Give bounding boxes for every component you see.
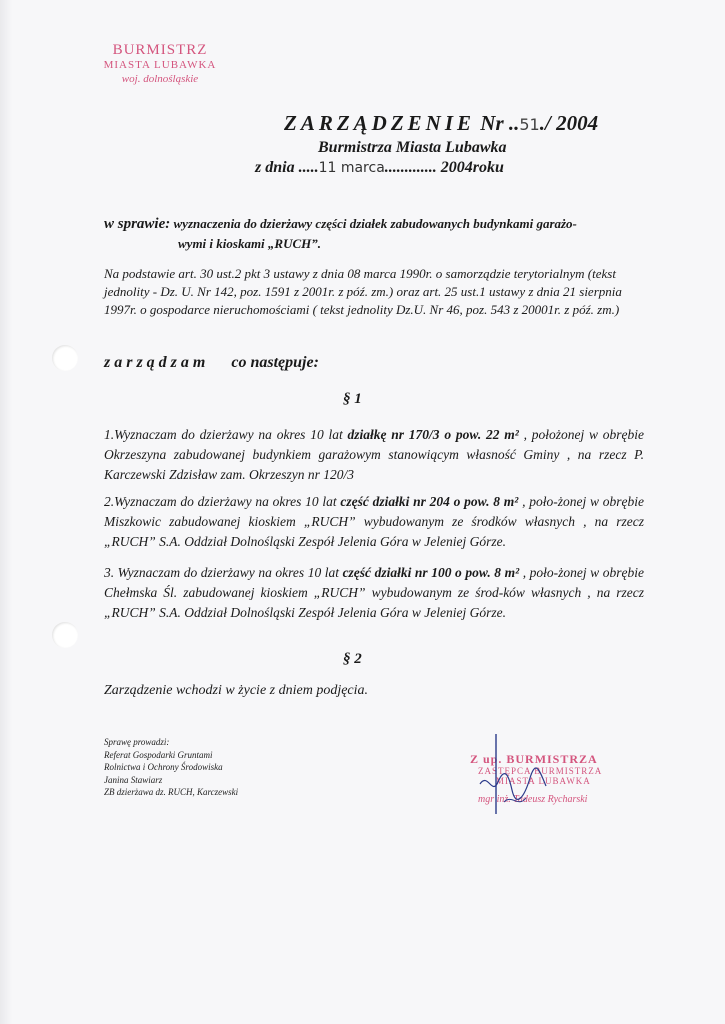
title-nr: Nr ..	[480, 111, 520, 135]
legal-basis: Na podstawie art. 30 ust.2 pkt 3 ustawy z dnia 08 marca 1990r. o samorządzie terytorialnym (tekst jednolity - Dz. U. Nr 142, poz. 1591 z 2001r. z póź. zm.) oraz art. 25 ust.1 ustawy z dnia 21 sierpnia 1997r. o gospodarce nieruchomościami ( tekst jednolity Dz.U. Nr 46, poz. 543 z 20001r. z póź. zm.)	[104, 266, 622, 317]
item-text: 1.Wyznaczam do dzierżawy na okres 10 lat	[104, 427, 348, 442]
footer-line: ZB dzierżawa dz. RUCH, Karczewski	[104, 787, 239, 797]
item-text: , poło-żonej w obrębie Chełmska Śl. zabudowanej kioskiem „RUCH” wybudowanym ze środ-ków własnych , na rzecz „RUCH” S.A. Oddział Dolnośląski Zespół Jelenia Góra w Jeleniej Górze.	[104, 565, 644, 620]
document-title	[284, 111, 598, 136]
footer-line: Janina Stawiarz	[104, 774, 163, 785]
footer-line: Referat Gospodarki Gruntami	[104, 749, 213, 760]
stamp-line: MIASTA LUBAWKA	[496, 776, 591, 786]
paper-edge	[0, 0, 12, 1024]
subject-label: w sprawie:	[104, 216, 171, 232]
handwritten-date: 11 marca	[318, 160, 385, 176]
order-line	[104, 354, 319, 372]
stamp-line: BURMISTRZ	[112, 42, 208, 58]
office-stamp	[80, 42, 240, 87]
stamp-line: Z up. BURMISTRZA	[470, 752, 598, 766]
title-year: ./ 2004	[539, 111, 599, 135]
subject-text: wymi i kioskami „RUCH”.	[178, 236, 322, 251]
item-text: , położonej w obrębie Okrzeszyna zabudowanej budynkiem garażowym stanowiącym własność Gminy , na rzecz P. Karczewski Zdzisław zam. Okrzeszyn nr 120/3	[104, 427, 644, 482]
closing-statement: Zarządzenie wchodzi w życie z dniem podjęcia.	[104, 683, 369, 698]
section-item	[104, 425, 644, 485]
handwritten-signature	[474, 732, 584, 822]
stamp-line: ZASTĘPCA BURMISTRZA	[478, 766, 603, 776]
stamp-line: mgr inż. Tadeusz Rycharski	[478, 794, 588, 805]
item-text: , poło-żonej w obrębie Miszkowic zabudowanej kioskiem „RUCH” wybudowanym ze środków własnych , na rzecz „RUCH” S.A. Oddział Dolnośląski Zespół Jelenia Góra w Jeleniej Górze.	[104, 494, 644, 549]
section-item	[104, 492, 644, 552]
footer-line: Sprawę prowadzi:	[104, 737, 170, 747]
order-word: zarządzam	[104, 354, 210, 371]
item-text: 2.Wyznaczam do dzierżawy na okres 10 lat	[104, 494, 341, 509]
subject	[104, 214, 664, 253]
date-line	[255, 159, 504, 177]
item-emphasis: działkę nr 170/3 o pow. 22 m²	[347, 427, 519, 442]
section-heading: § 2	[343, 651, 362, 667]
stamp-line: MIASTA LUBAWKA	[103, 59, 217, 71]
title-word: ZARZĄDZENIE	[284, 111, 476, 135]
date-prefix: z dnia .....	[255, 159, 319, 176]
order-rest: co następuje:	[231, 354, 319, 371]
handwritten-number: 51	[519, 115, 540, 134]
subject-text: wyznaczenia do dzierżawy części działek zabudowanych budynkami garażo-	[173, 216, 577, 231]
footer-line: Rolnictwa i Ochrony Środowiska	[104, 762, 223, 772]
stamp-line: woj. dolnośląskie	[121, 73, 199, 85]
item-text: 3. Wyznaczam do dzierżawy na okres 10 lat	[104, 565, 343, 580]
date-suffix: ............. 2004roku	[384, 159, 504, 176]
section-item	[104, 563, 644, 623]
issuer: Burmistrza Miasta Lubawka	[318, 139, 507, 156]
punch-hole	[52, 622, 78, 648]
item-emphasis: część działki nr 204 o pow. 8 m²	[340, 494, 519, 509]
item-emphasis: część działki nr 100 o pow. 8 m²	[342, 565, 520, 580]
section-heading: § 1	[343, 391, 362, 407]
punch-hole	[52, 345, 78, 371]
case-handler-note	[104, 736, 238, 799]
